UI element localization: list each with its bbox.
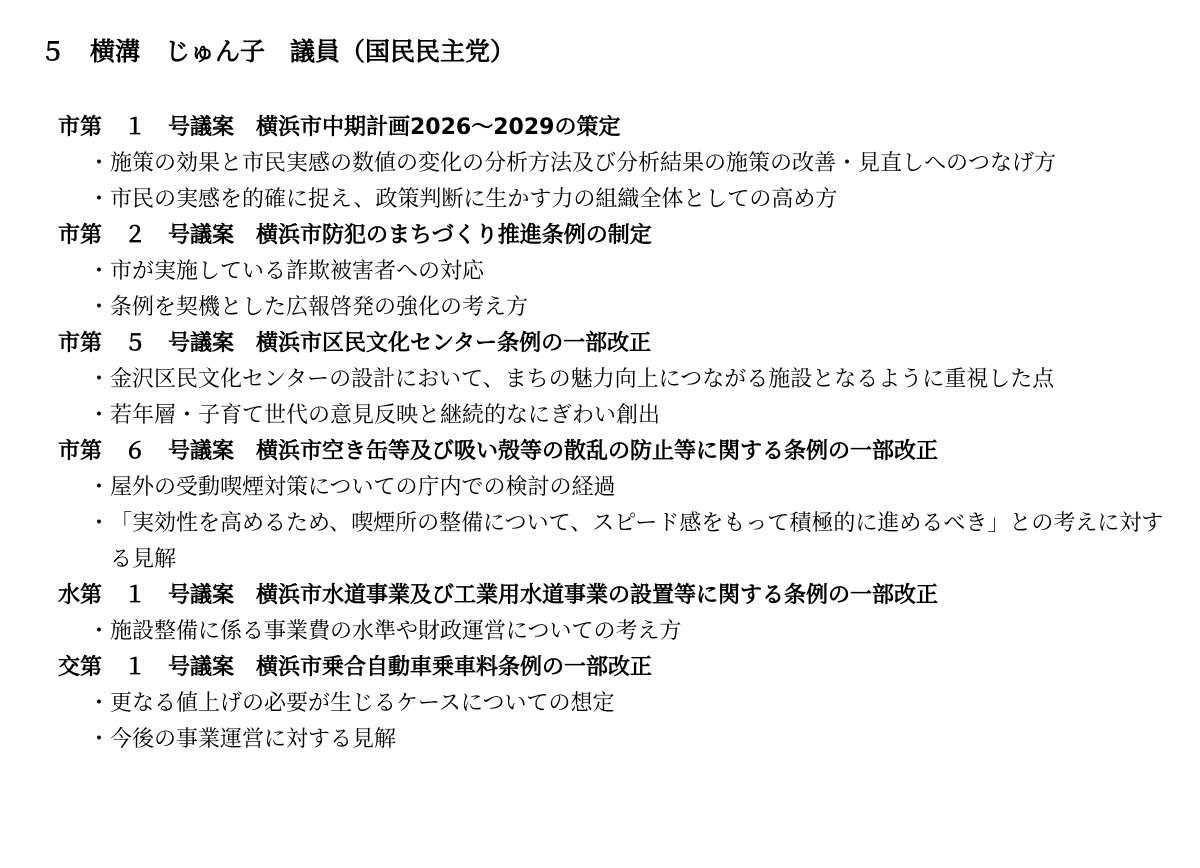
question-point-text: 若年層・子育て世代の意見反映と継続的なにぎわい創出 <box>110 403 661 428</box>
page-heading: ５ 横溝 じゅん子 議員（国民民主党） <box>40 37 516 66</box>
agenda-item-title: 市第 ２ 号議案 横浜市防犯のまちづくり推進条例の制定 <box>58 223 652 248</box>
bullet-marker: ・ <box>88 367 111 392</box>
question-point-list <box>58 470 1178 578</box>
question-point-list <box>58 254 1178 326</box>
question-point <box>58 614 1178 650</box>
question-point-text: 施設整備に係る事業費の水準や財政運営についての考え方 <box>110 619 682 644</box>
question-point-list <box>58 686 1178 758</box>
question-point <box>58 470 1178 506</box>
bullet-marker: ・ <box>88 619 111 644</box>
question-point-text: 市民の実感を的確に捉え、政策判断に生かす力の組織全体としての高め方 <box>110 187 838 212</box>
bullet-marker: ・ <box>88 403 111 428</box>
agenda-item <box>58 326 1178 434</box>
question-point-list <box>58 146 1178 218</box>
question-point <box>58 254 1178 290</box>
question-point <box>58 686 1178 722</box>
question-point-text: 屋外の受動喫煙対策についての庁内での検討の経過 <box>110 475 616 500</box>
question-point <box>58 182 1178 218</box>
question-point-text: 「実効性を高めるため、喫煙所の整備について、スピード感をもって積極的に進めるべき」との考えに対する見解 <box>110 511 1164 572</box>
question-point-list <box>58 362 1178 434</box>
agenda-list <box>58 110 1178 758</box>
bullet-marker: ・ <box>88 259 111 284</box>
bullet-marker: ・ <box>88 727 111 752</box>
question-point-text: 条例を契機とした広報啓発の強化の考え方 <box>110 295 529 320</box>
question-point-text: 市が実施している詐欺被害者への対応 <box>110 259 485 284</box>
agenda-item <box>58 650 1178 758</box>
bullet-marker: ・ <box>88 511 111 536</box>
bullet-marker: ・ <box>88 475 111 500</box>
question-point-text: 更なる値上げの必要が生じるケースについての想定 <box>110 691 615 716</box>
agenda-item-title: 市第 １ 号議案 横浜市中期計画2026～2029の策定 <box>58 115 621 140</box>
question-point <box>58 722 1178 758</box>
question-point-text: 金沢区民文化センターの設計において、まちの魅力向上につながる施設となるように重視した点 <box>110 367 1055 392</box>
agenda-item <box>58 578 1178 650</box>
bullet-marker: ・ <box>88 187 111 212</box>
bullet-marker: ・ <box>88 691 111 716</box>
question-point <box>58 146 1178 182</box>
agenda-item <box>58 434 1178 578</box>
bullet-marker: ・ <box>88 295 111 320</box>
question-point <box>58 290 1178 326</box>
question-point <box>58 506 1178 578</box>
question-point-list <box>58 614 1178 650</box>
agenda-item-title: 市第 ６ 号議案 横浜市空き缶等及び吸い殻等の散乱の防止等に関する条例の一部改正 <box>58 439 939 464</box>
question-point-text: 今後の事業運営に対する見解 <box>110 727 397 752</box>
agenda-item-title: 交第 １ 号議案 横浜市乗合自動車乗車料条例の一部改正 <box>58 655 653 680</box>
question-point <box>58 362 1178 398</box>
agenda-item <box>58 110 1178 218</box>
bullet-marker: ・ <box>88 151 111 176</box>
question-point <box>58 398 1178 434</box>
question-point-text: 施策の効果と市民実感の数値の変化の分析方法及び分析結果の施策の改善・見直しへのつなげ方 <box>110 151 1057 176</box>
agenda-item-title: 水第 １ 号議案 横浜市水道事業及び工業用水道事業の設置等に関する条例の一部改正 <box>58 583 939 608</box>
agenda-item <box>58 218 1178 326</box>
agenda-item-title: 市第 ５ 号議案 横浜市区民文化センター条例の一部改正 <box>58 331 652 356</box>
